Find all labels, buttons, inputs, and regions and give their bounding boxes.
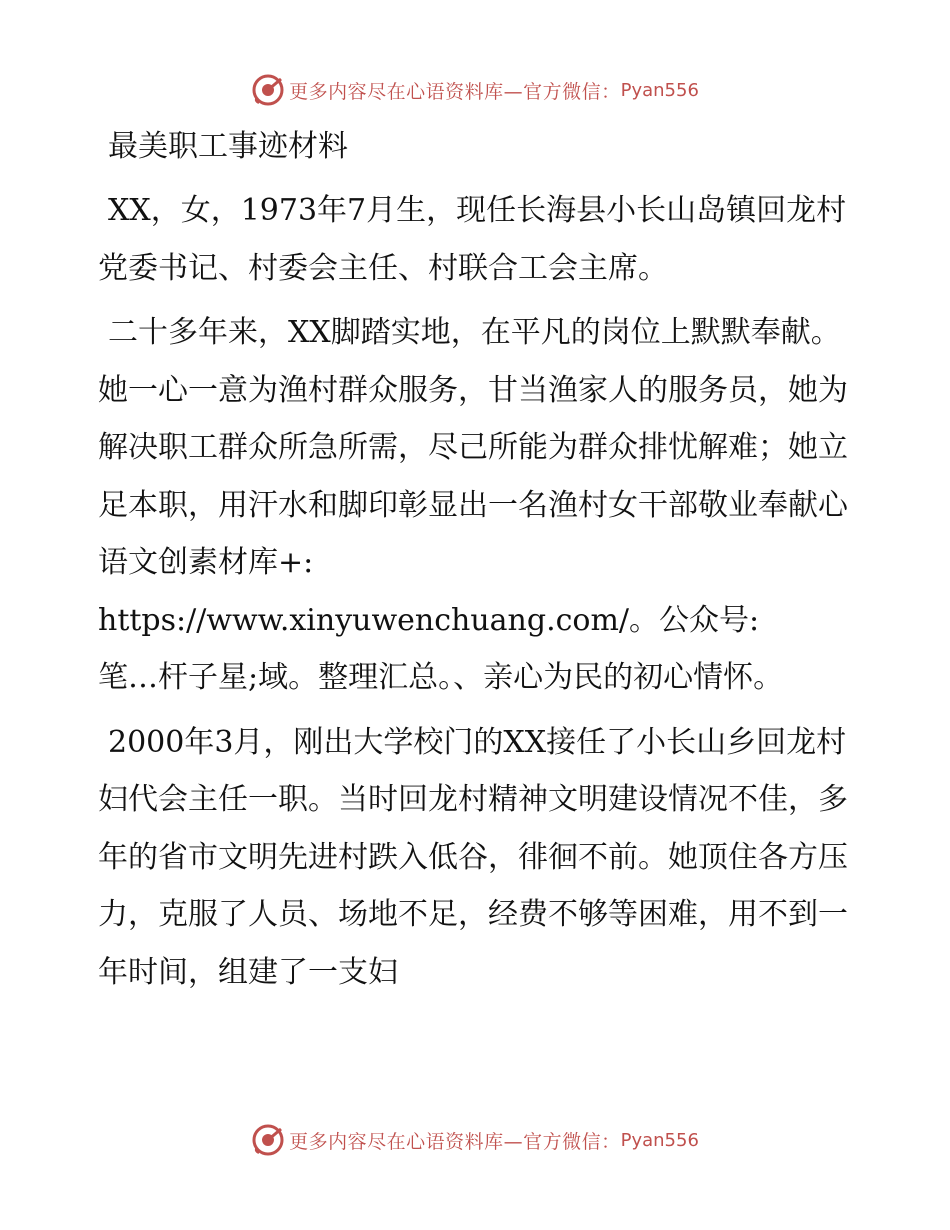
paragraph-intro: XX，女，1973年7月生，现任长海县小长山岛镇回龙村党委书记、村委会主任、村联合工会主席。 <box>98 193 847 286</box>
paragraph-dedication-end: 笔…杆子星;域。整理汇总。、亲心为民的初心情怀。 <box>98 660 784 695</box>
document-body <box>98 120 858 1008</box>
banner-wechat-id: Pyan556 <box>620 79 699 101</box>
paragraph-history: 2000年3月，刚出大学校门的XX接任了小长山乡回龙村妇代会主任一职。当时回龙村精神文明建设情况不佳，多年的省市文明先进村跌入低谷，徘徊不前。她顶住各方压力，克服了人员、场地不足，经费不够等困难，用不到一年时间，组建了一支妇 <box>98 724 848 990</box>
banner-logo-icon <box>251 73 285 107</box>
banner-wechat-id: Pyan556 <box>620 1129 699 1151</box>
document-title: 最美职工事迹材料 <box>108 129 348 164</box>
paragraph-url-line: https://www.xinyuwenchuang.com/。公众号: <box>98 602 760 638</box>
header-banner <box>0 70 950 110</box>
banner-text: 更多内容尽在心语资料库—官方微信： <box>289 1130 621 1153</box>
paragraph-dedication: 二十多年来，XX脚踏实地，在平凡的岗位上默默奉献。她一心一意为渔村群众服务，甘当渔家人的服务员，她为解决职工群众所急所需，尽己所能为群众排忧解难；她立足本职，用汗水和脚印彰显出一名渔村女干部敬业奉献心语文创素材库+: <box>98 315 848 580</box>
banner-logo-icon <box>251 1123 285 1157</box>
banner-text: 更多内容尽在心语资料库—官方微信： <box>289 80 621 103</box>
footer-banner <box>0 1120 950 1160</box>
